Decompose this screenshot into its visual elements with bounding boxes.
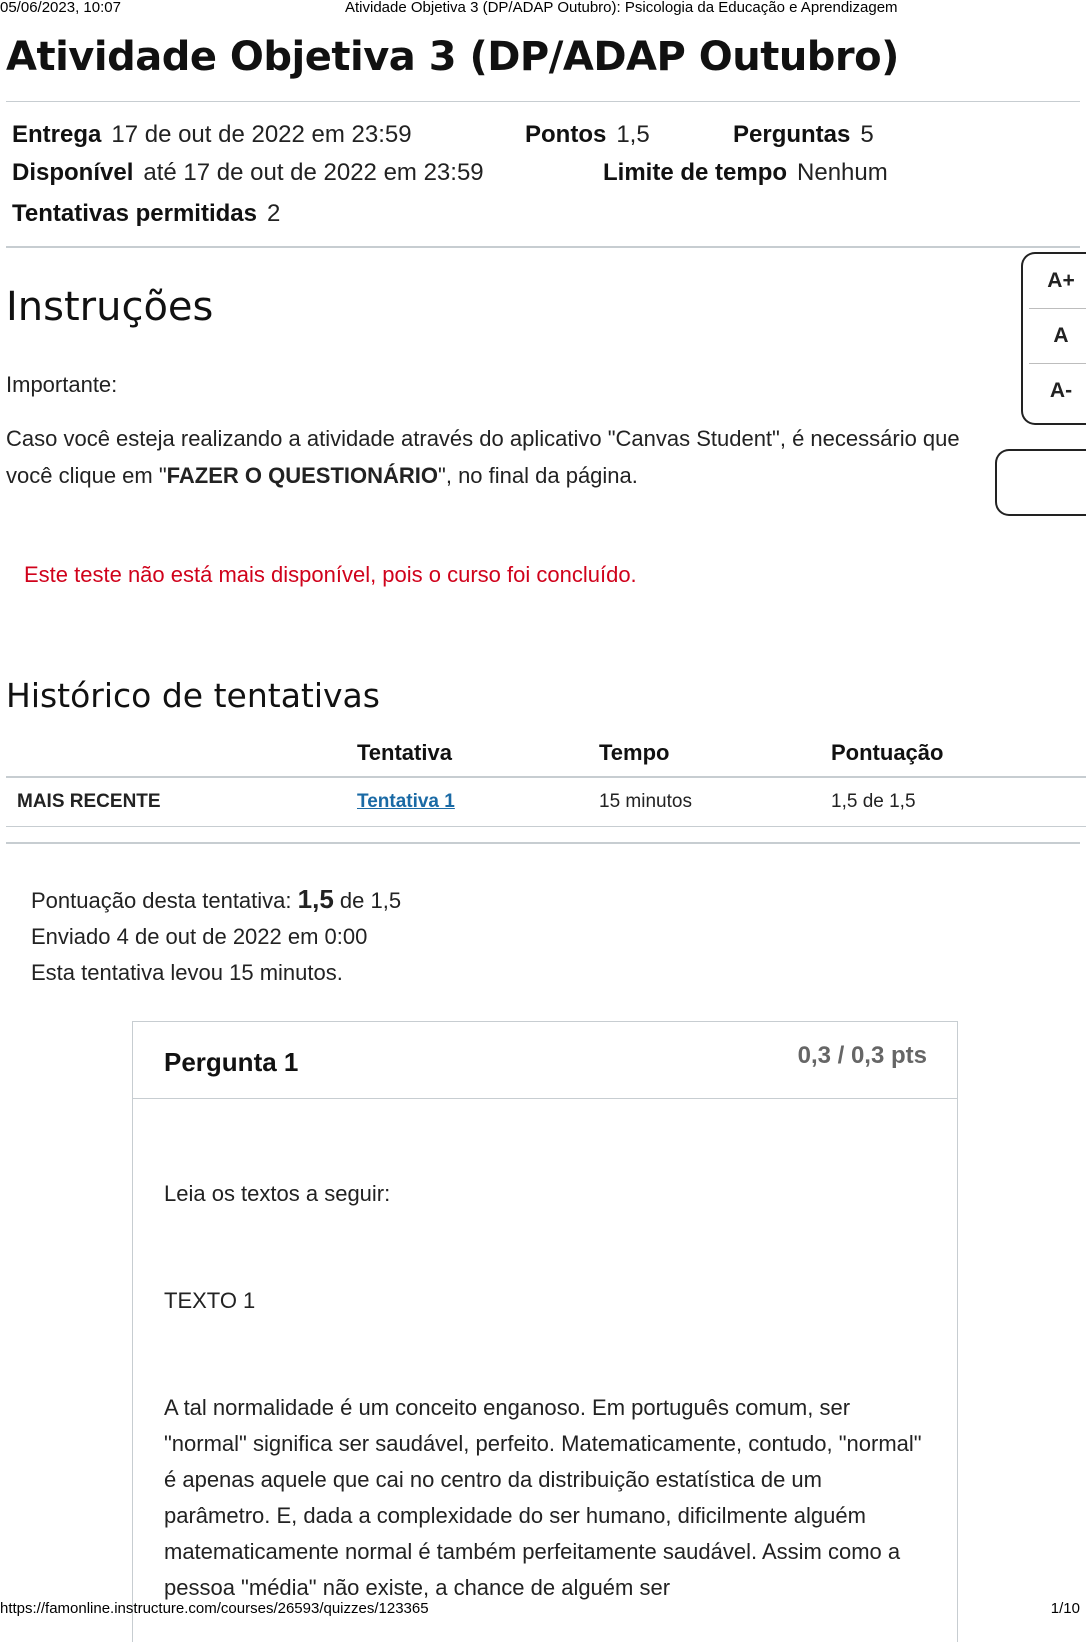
- attempt-label: MAIS RECENTE: [6, 777, 357, 827]
- print-datetime: 05/06/2023, 10:07: [0, 0, 121, 16]
- question-title: Pergunta 1: [164, 1047, 299, 1077]
- instructions-text: ", no final da página.: [438, 463, 638, 488]
- divider: [6, 842, 1080, 844]
- attempt-history-table: [6, 730, 1086, 827]
- meta-value: 1,5: [616, 121, 650, 148]
- font-increase-button[interactable]: A+: [1029, 254, 1086, 309]
- question-card: [132, 1021, 958, 1642]
- meta-tentativas: [12, 200, 280, 228]
- instructions-line: Caso você esteja realizando a atividade através do aplicativo "Canvas Student", é necessário que: [6, 426, 960, 451]
- attempt-link[interactable]: Tentativa 1: [357, 791, 455, 812]
- meta-pontos: [525, 121, 650, 149]
- divider: [6, 246, 1080, 248]
- meta-label: Pontos: [525, 121, 607, 148]
- divider: [6, 101, 1080, 102]
- score-value: 1,5: [297, 884, 334, 914]
- column-header: Pontuação: [831, 730, 1086, 777]
- unavailable-notice: Este teste não está mais disponível, pois o curso foi concluído.: [24, 562, 637, 587]
- meta-value: 17 de out de 2022 em 23:59: [111, 121, 412, 148]
- meta-value: 2: [266, 200, 281, 227]
- print-header: [0, 0, 1086, 20]
- font-reset-button[interactable]: A: [1029, 309, 1086, 364]
- instructions-text: você clique em ": [6, 463, 167, 488]
- meta-entrega: [12, 121, 412, 149]
- meta-value: 5: [860, 121, 874, 148]
- meta-label: Entrega: [12, 121, 102, 148]
- table-row: [6, 777, 1086, 827]
- print-doc-title: Atividade Objetiva 3 (DP/ADAP Outubro): Psicologia da Educação e Aprendizagem: [345, 0, 898, 16]
- page-title: Atividade Objetiva 3 (DP/ADAP Outubro): [6, 34, 899, 80]
- score-prefix: Pontuação desta tentativa:: [31, 888, 298, 913]
- meta-label: Limite de tempo: [603, 159, 788, 186]
- meta-perguntas: [733, 121, 874, 149]
- meta-label: Perguntas: [733, 121, 851, 148]
- meta-value: Nenhum: [797, 159, 888, 186]
- attempt-time: 15 minutos: [599, 777, 831, 827]
- question-points: 0,3 / 0,3 pts: [797, 1042, 927, 1069]
- font-decrease-button[interactable]: A-: [1049, 379, 1073, 402]
- instructions-title: Instruções: [6, 284, 214, 330]
- attempt-score-line: [31, 884, 401, 915]
- meta-limite: [603, 159, 888, 187]
- instructions-body: [6, 420, 1046, 494]
- instructions-important: Importante:: [6, 372, 118, 397]
- submitted-text: Enviado 4 de out de 2022 em 0:00: [31, 924, 368, 949]
- question-paragraph: A tal normalidade é um conceito enganoso. Em português comum, ser "normal" significa ser saudável, perfeito. Matematicamente, contudo, "normal" é apenas aquele que cai no centro da distribuição estatística de um parâmetro. E, dada a complexidade do ser humano, dificilmente alguém matematicamente normal é também perfeitamente saudável. Assim como a pessoa "média" não existe, a chance de alguém ser: [164, 1395, 922, 1600]
- attempt-score: 1,5 de 1,5: [831, 777, 1086, 827]
- column-header: Tentativa: [357, 730, 599, 777]
- meta-label: Disponível: [12, 159, 134, 186]
- question-intro: Leia os textos a seguir:: [164, 1181, 391, 1206]
- print-page-number: 1/10: [1050, 1600, 1080, 1617]
- column-header: [6, 730, 357, 777]
- duration-text: Esta tentativa levou 15 minutos.: [31, 960, 343, 985]
- instructions-bold: FAZER O QUESTIONÁRIO: [166, 463, 439, 488]
- question-text-label: TEXTO 1: [164, 1288, 256, 1313]
- font-size-controls: [1021, 252, 1086, 425]
- print-url: https://famonline.instructure.com/courses/26593/quizzes/123365: [0, 1600, 429, 1617]
- history-title: Histórico de tentativas: [6, 676, 380, 715]
- meta-disponivel: [12, 159, 484, 187]
- meta-label: Tentativas permitidas: [12, 200, 257, 227]
- column-header: Tempo: [599, 730, 831, 777]
- question-header: [133, 1022, 957, 1099]
- table-header-row: [6, 730, 1086, 777]
- score-suffix: de 1,5: [333, 888, 402, 913]
- instructions-line: [6, 457, 1046, 494]
- meta-value: até 17 de out de 2022 em 23:59: [143, 159, 484, 186]
